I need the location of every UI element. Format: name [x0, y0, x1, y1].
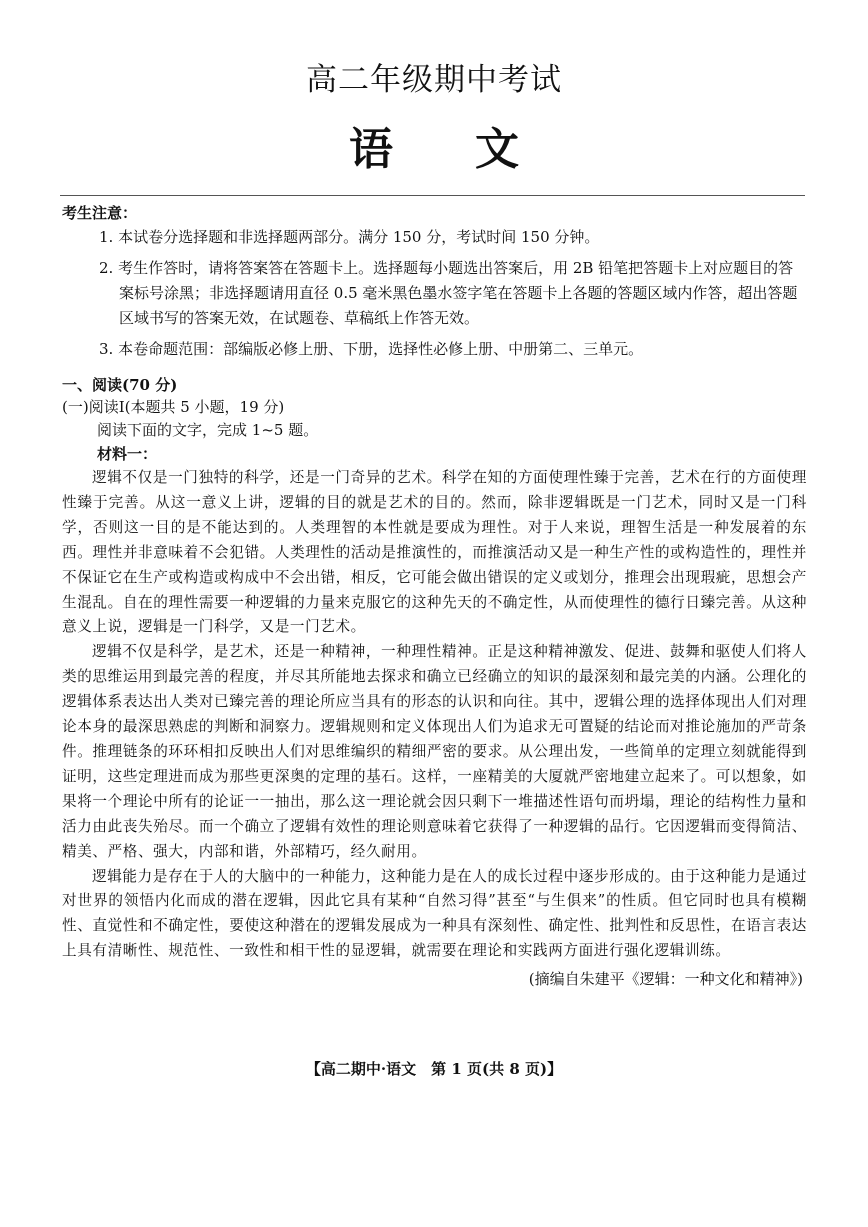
subsection-title: (一)阅读Ⅰ(本题共 5 小题，19 分) — [62, 398, 285, 416]
exam-title: 高二年级期中考试 — [306, 62, 562, 98]
notice-item-text: 2. 考生作答时，请将答案答在答题卡上。选择题每小题选出答案后，用 2B 铅笔把答题卡上对应题目的答案标号涂黑；非选择题请用直径 0.5 毫米黑色墨水签字笔在答题卡上各题的答题区域内作答，超出答题区域书写的答案无效，在试题卷、草稿纸上作答无效。 — [99, 259, 798, 327]
reading-section — [62, 374, 807, 991]
reading-instruction: 阅读下面的文字，完成 1~5 题。 — [97, 421, 319, 439]
page-footer: 【高二期中·语文 第 1 页(共 8 页)】 — [305, 1060, 563, 1078]
section-title: 一、阅读(70 分) — [62, 376, 178, 394]
candidate-notice — [62, 201, 807, 368]
passage-paragraph: 逻辑不仅是科学，是艺术，还是一种精神，一种理性精神。正是这种精神激发、促进、鼓舞和驱使人们将人类的思维运用到最完善的程度，并尽其所能地去探求和确立已经确立的知识的最深刻和最完美的内涵。公理化的逻辑体系表达出人类对已臻完善的理论所应当具有的形态的认识和向往。其中，逻辑公理的选择体现出人们对理论本身的最深思熟虑的判断和洞察力。逻辑规则和定义体现出人们为追求无可置疑的结论而对推论施加的严苛条件。推理链条的环环相扣反映出人们对思维编织的精细严密的要求。从公理出发，一些简单的定理立刻就能得到证明，这些定理进而成为那些更深奥的定理的基石。这样，一座精美的大厦就严密地建立起来了。可以想象，如果将一个理论中所有的论证一一抽出，那么这一理论就会因只剩下一堆描述性语句而坍塌，理论的结构性力量和活力由此丧失殆尽。而一个确立了逻辑有效性的理论则意味着它获得了一种逻辑的品行。它因逻辑而变得简洁、精美、严格、强大，内部和谐，外部精巧，经久耐用。 — [62, 643, 807, 860]
passage-source: (摘编自朱建平《逻辑：一种文化和精神》) — [528, 970, 803, 989]
passage-paragraph: 逻辑能力是存在于人的大脑中的一种能力，这种能力是在人的成长过程中逐步形成的。由于这种能力是通过对世界的领悟内化而成的潜在逻辑，因此它具有某种“自然习得”甚至“与生俱来”的性质。但它同时也具有模糊性、直觉性和不确定性，要使这种潜在的逻辑发展成为一种具有深刻性、确定性、批判性和反思性，在语言表达上具有清晰性、规范性、一致性和相干性的显逻辑，就需要在理论和实践两方面进行强化逻辑训练。 — [62, 867, 807, 960]
notice-heading: 考生注意： — [62, 204, 138, 222]
header-divider — [60, 195, 805, 196]
notice-item-text: 3. 本卷命题范围：部编版必修上册、下册，选择性必修上册、中册第二、三单元。 — [99, 340, 644, 358]
material-label: 材料一： — [97, 445, 158, 463]
notice-item-text: 1. 本试卷分选择题和非选择题两部分。满分 150 分，考试时间 150 分钟。 — [99, 228, 600, 246]
notice-item — [62, 337, 807, 362]
notice-item — [62, 225, 807, 250]
notice-item — [62, 256, 807, 331]
passage-paragraph: 逻辑不仅是一门独特的科学，还是一门奇异的艺术。科学在知的方面使理性臻于完善，艺术在行的方面使理性臻于完善。从这一意义上讲，逻辑的目的就是艺术的目的。然而，除非逻辑既是一门艺术，同时又是一门科学，否则这一目的是不能达到的。人类理智的本性就是要成为理性。对于人来说，理智生活是一种发展着的东西。理性并非意味着不会犯错。人类理性的活动是推演性的，而推演活动又是一种生产性的或构造性的，理性并不保证它在生产或构造或构成中不会出错，相反，它可能会做出错误的定义或划分，推理会出现瑕疵，思想会产生混乱。自在的理性需要一种逻辑的力量来克服它的这种先天的不确定性，从而使理性的德行日臻完善。从这种意义上说，逻辑是一门科学，又是一门艺术。 — [62, 469, 807, 636]
subject-title: 语文 — [349, 124, 601, 175]
